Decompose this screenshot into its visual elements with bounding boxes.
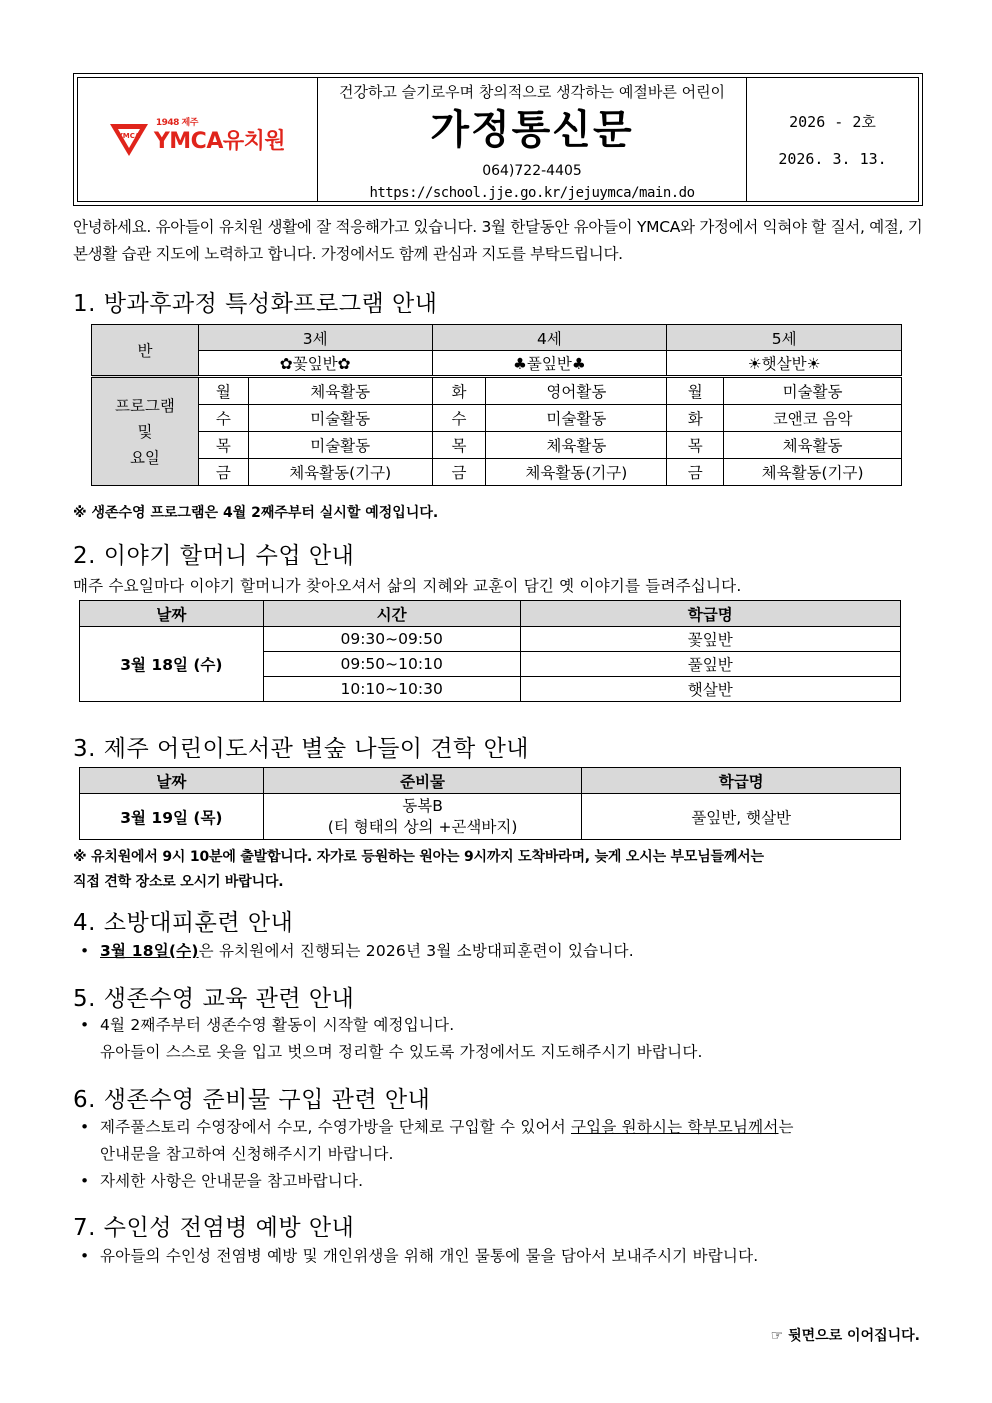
trip-classes: 풀잎반, 햇살반 — [582, 794, 901, 840]
col-date: 날짜 — [80, 601, 264, 627]
slogan: 건강하고 슬기로우며 창의적으로 생각하는 예절바른 어린이 — [338, 83, 726, 101]
trip-date: 3월 19일 (목) — [80, 794, 264, 840]
section-4-title: 4. 소방대피훈련 안내 — [73, 910, 294, 936]
time-cell: 09:50~10:10 — [263, 652, 520, 677]
section-5-title: 5. 생존수영 교육 관련 안내 — [73, 986, 355, 1012]
age-4: 4세 — [432, 325, 667, 351]
section-7-item: • 유아들의 수인성 전염병 예방 및 개인위생을 위해 개인 물통에 물을 담아서 보내주시기 바랍니다. — [80, 1247, 759, 1265]
col-date: 날짜 — [80, 768, 264, 794]
class-cell: 풀잎반 — [520, 652, 900, 677]
day-cell: 금 — [198, 459, 248, 486]
logo-small-text: 1948 제주 — [155, 118, 198, 128]
activity-cell: 체육활동(기구) — [486, 459, 667, 486]
activity-cell: 미술활동 — [486, 405, 667, 432]
col-class: 학급명 — [520, 601, 900, 627]
activity-cell: 체육활동 — [248, 377, 432, 405]
header-box — [73, 73, 923, 206]
ymca-triangle-icon — [110, 124, 148, 156]
day-cell: 목 — [667, 432, 724, 459]
school-url[interactable]: https://school.jje.go.kr/jejuymca/main.do — [369, 185, 695, 201]
page-title: 가정통신문 — [430, 107, 634, 153]
issue-date: 2026. 3. 13. — [778, 150, 887, 168]
logo-text: YMCA유치원 — [153, 129, 286, 154]
activity-cell: 영어활동 — [486, 377, 667, 405]
activity-cell: 체육활동 — [486, 432, 667, 459]
section-3-note: ※ 유치원에서 9시 10분에 출발합니다. 자가로 등원하는 원아는 9시까지 도착바라며, 늦게 오시는 부모님들께서는 직접 견학 장소로 오시기 바랍니다. — [73, 849, 764, 890]
story-table — [79, 600, 901, 702]
age-3: 3세 — [198, 325, 432, 351]
section-1-title: 1. 방과후과정 특성화프로그램 안내 — [73, 291, 438, 317]
col-time: 시간 — [263, 601, 520, 627]
time-cell: 10:10~10:30 — [263, 677, 520, 702]
class-cell: 꽃잎반 — [520, 627, 900, 652]
header-program-day: 프로그램 및 요일 — [92, 377, 199, 486]
section-2-desc: 매주 수요일마다 이야기 할머니가 찾아오셔서 삶의 지혜와 교훈이 담긴 옛 이야기를 들려주십니다. — [73, 577, 742, 595]
intro-paragraph: 안녕하세요. 유아들이 유치원 생활에 잘 적응해가고 있습니다. 3월 한달동안 유아들이 YMCA와 가정에서 익혀야 할 질서, 예절, 기본생활 습관 지도에 노력하고 합니다. 가정에서도 함께 관심과 지도를 부탁드립니다. — [73, 218, 923, 263]
activity-cell: 체육활동 — [724, 432, 902, 459]
day-cell: 금 — [667, 459, 724, 486]
activity-cell: 미술활동 — [248, 432, 432, 459]
section-5-item: • 4월 2째주부터 생존수영 활동이 시작할 예정입니다. 유아들이 스스로 옷을 입고 벗으며 정리할 수 있도록 가정에서도 지도해주시기 바랍니다. — [80, 1016, 703, 1061]
day-cell: 목 — [432, 432, 486, 459]
day-cell: 수 — [198, 405, 248, 432]
phone-number: 064)722-4405 — [482, 163, 582, 179]
day-cell: 월 — [198, 377, 248, 405]
section-3-title: 3. 제주 어린이도서관 별숲 나들이 견학 안내 — [73, 736, 530, 762]
activity-cell: 체육활동(기구) — [248, 459, 432, 486]
trip-prep: 동복B (티 형태의 상의 +곤색바지) — [263, 794, 582, 840]
day-cell: 목 — [198, 432, 248, 459]
activity-cell: 코앤코 음악 — [724, 405, 902, 432]
svg-text:YMCA: YMCA — [117, 131, 141, 140]
col-prep: 준비물 — [263, 768, 582, 794]
section-1-note: ※ 생존수영 프로그램은 4월 2째주부터 실시할 예정입니다. — [73, 505, 439, 521]
section-2-title: 2. 이야기 할머니 수업 안내 — [73, 543, 355, 569]
activity-cell: 미술활동 — [248, 405, 432, 432]
continue-note: ☞ 뒷면으로 이어집니다. — [770, 1328, 920, 1344]
issue-number: 2026 - 2호 — [789, 113, 876, 131]
class-haetsal: ☀햇살반☀ — [667, 351, 902, 377]
section-6-item: • 제주풀스토리 수영장에서 수모, 수영가방을 단체로 구입할 수 있어서 구입을 원하시는 학부모님께서는 안내문을 참고하여 신청해주시기 바랍니다. • 자세한 사항은 안내문을 참고바랍니다. — [80, 1118, 794, 1190]
section-7-title: 7. 수인성 전염병 예방 안내 — [73, 1215, 355, 1241]
header-class: 반 — [92, 325, 199, 377]
school-logo — [78, 78, 318, 201]
age-5: 5세 — [667, 325, 902, 351]
field-trip-table — [79, 767, 901, 840]
program-table — [91, 324, 902, 486]
time-cell: 09:30~09:50 — [263, 627, 520, 652]
section-4-item: • 3월 18일(수)은 유치원에서 진행되는 2026년 3월 소방대피훈련이 있습니다. — [80, 942, 634, 960]
day-cell: 화 — [432, 377, 486, 405]
day-cell: 화 — [667, 405, 724, 432]
section-6-title: 6. 생존수영 준비물 구입 관련 안내 — [73, 1087, 431, 1113]
class-cell: 햇살반 — [520, 677, 900, 702]
story-date: 3월 18일 (수) — [80, 627, 264, 702]
activity-cell: 체육활동(기구) — [724, 459, 902, 486]
class-pulip: ♣풀잎반♣ — [432, 351, 667, 377]
day-cell: 수 — [432, 405, 486, 432]
col-class: 학급명 — [582, 768, 901, 794]
day-cell: 금 — [432, 459, 486, 486]
class-kkotip: ✿꽃잎반✿ — [198, 351, 432, 377]
activity-cell: 미술활동 — [724, 377, 902, 405]
day-cell: 월 — [667, 377, 724, 405]
